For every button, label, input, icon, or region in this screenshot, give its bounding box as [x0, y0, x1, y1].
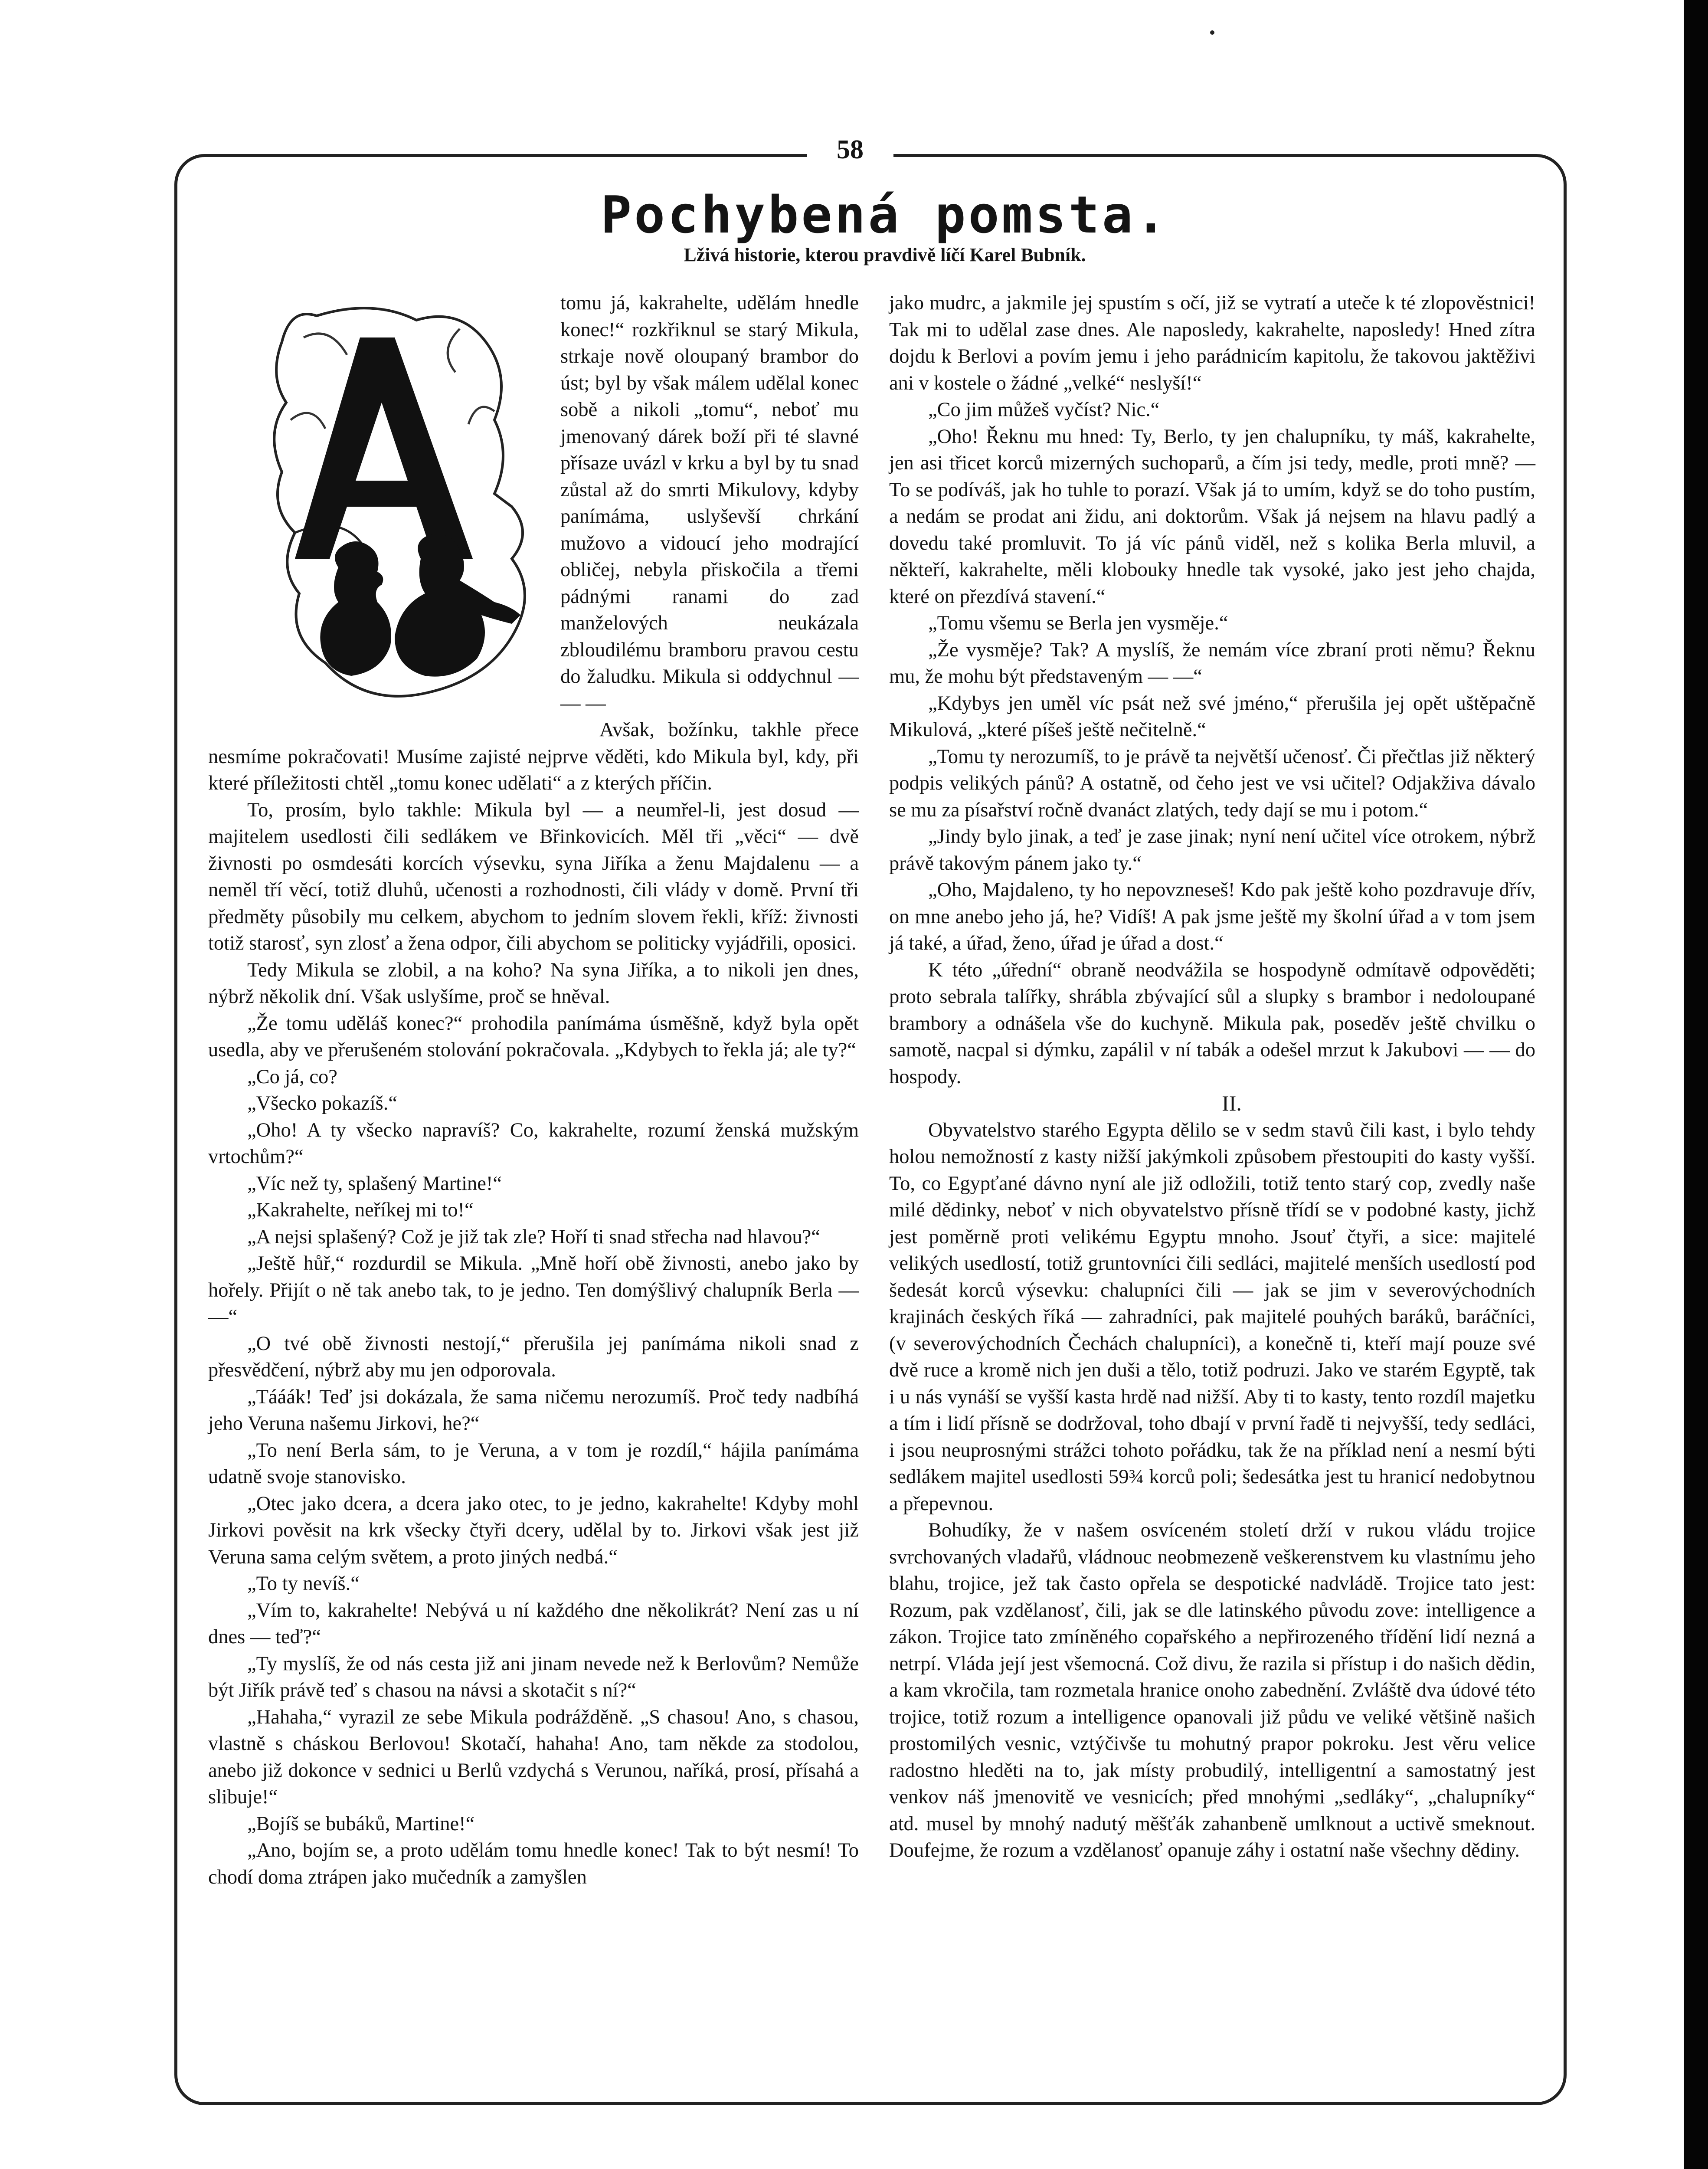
paragraph: „A nejsi splašený? Což je již tak zle? Hoří ti snad střecha nad hlavou?“: [247, 1225, 820, 1248]
paragraph: „Všecko pokazíš.“: [247, 1092, 398, 1114]
paragraph: „Co já, co?: [247, 1065, 337, 1088]
page-number: 58: [807, 130, 893, 169]
paragraph: „Tomu ty nerozumíš, to je právě ta největší učenosť. Či přečtlas již některý podpis velikých pánů? A ostatně, od čeho jest ve vsi učitel? Odjakživa dávalo se mu za písařství ročně dvanáct zlatých, tedy dají se mu i potom.“: [889, 745, 1535, 821]
silhouette-man-left: [320, 541, 391, 676]
silhouette-man-right: [395, 534, 520, 676]
paragraph: K této „úřední“ obraně neodvážila se hospodyně odmítavě odpověděti; proto sebrala talířky, shrábla zbývající sůl a slupky s brambor i nedoloupané brambory a odnášela vše do kuchyně. Mikula pak, poseděv ještě chvilku o samotě, nacpal si dýmku, zapálil v ní tabák a odešel mrzut k Jakubovi — — do hospody.: [889, 959, 1535, 1088]
paragraph: „Co jim můžeš vyčíst? Nic.“: [928, 399, 1160, 421]
paragraph: Bohudíky, že v našem osvíceném století drží v rukou vládu trojice svrchovaných vladařů, vládnouc neobmezeně veškerenstvem ku vlastnímu jeho blahu, trojice, jež tak často opřela se despotické nadvládě. Trojice tato jest: Rozum, pak vzdělanosť, čili, jak se dle latinského původu zove: intelligence a zákon. Trojice tato zmíněného copařského a nepřirozeného třídění lidí nezná a netrpí. Vláda její jest všemocná. Což divu, že razila si přístup i do našich dědin, a kam vkročila, tam rozmetala hranice onoho zabednění. Zvláště dva údové této trojice, totiž rozum a intelligence opanovali již půdu ve veliké většině našich prostomilých vesnic, vztýčivše tu mohutný prapor pokroku. Jest věru velice radostno hleděti na to, jak místy probudilý, intelligentní a samostatný jest venkov náš jmenovitě ve vesnicích; před mnohými „sedláky“, „chalupníky“ atd. musel by mnohý nadutý měšťák zahanbeně umlknout a uctivě smeknout. Doufejme, že rozum a vzdělanosť opanuje záhy i ostatní naše všechny dědiny.: [889, 1519, 1535, 1861]
paragraph: Avšak, božínku, takhle přece nesmíme pokračovati! Musíme zajisté nejprve věděti, kdo Mikula byl, kdy, při které příležitosti chtěl „tomu konec udělati“ a z kterých příčin.: [208, 719, 859, 794]
paragraph: „Víc než ty, splašený Martine!“: [247, 1172, 502, 1195]
paragraph: tomu já, kakrahelte, udělám hnedle konec!“ rozkřiknul se starý Mikula, strkaje nově oloupaný brambor do úst; byl by však málem udělal konec sobě a nikoli „tomu“, neboť mu jmenovaný dárek boží při té slavné přísaze uvázl v krku a byl by tu snad zůstal až do smrti Mikulovy, kdyby panímáma, uslyševší chrkání mužovo a vidoucí jeho modrající obličej, nebyla přiskočila a třemi pádnými ranami do zad manželových neukázala zbloudilému bramboru pravou cestu do žaludku. Mikula si oddychnul — — —: [560, 292, 859, 714]
paragraph: „Bojíš se bubáků, Martine!“: [247, 1812, 475, 1835]
paragraph: „Hahaha,“ vyrazil ze sebe Mikula podrážděně. „S chasou! Ano, s chasou, vlastně s cháskou Berlovou! Skotačí, hahaha! Ano, tam někde za stodolou, anebo již dokonce v sednici u Berlů vzdychá s Verunou, naříká, prosí, přísahá a slibuje!“: [208, 1706, 859, 1808]
initial-a-illustration: [252, 290, 555, 719]
paragraph: „Kdybys jen uměl víc psát než své jméno,“ přerušila jej opět uštěpačně Mikulová, „které píšeš ještě nečitelně.“: [889, 692, 1535, 741]
paragraph: „To není Berla sám, to je Veruna, a v tom je rozdíl,“ hájila panímáma udatně svoje stanovisko.: [208, 1439, 859, 1488]
initial-letter-a: [295, 337, 473, 559]
right-column: [889, 290, 1535, 1864]
paragraph: „Ještě hůř,“ rozdurdil se Mikula. „Mně hoří obě živnosti, anebo jako by hořely. Přijít o ně tak anebo tak, to je jedno. Ten domýšlivý chalupník Berla — —“: [208, 1252, 859, 1328]
article-subtitle: Lživá historie, kterou pravdivě líčí Karel Bubník.: [684, 244, 1086, 265]
paragraph: Tedy Mikula se zlobil, a na koho? Na syna Jiříka, a to nikoli jen dnes, nýbrž několik dní. Však uslyšíme, proč se hněval.: [208, 959, 859, 1008]
paragraph: „Tááák! Teď jsi dokázala, že sama ničemu nerozumíš. Proč tedy nadbíhá jeho Veruna našemu Jirkovi, he?“: [208, 1386, 859, 1435]
paragraph: To, prosím, bylo takhle: Mikula byl — a neumřel-li, jest dosud — majitelem usedlosti čili sedlákem ve Břinkovicích. Měl tři „věci“ — dvě živnosti po osmdesáti korcích výsevku, syna Jiříka a ženu Majdalenu — a neměl tří věcí, totiž dluhů, učenosti a rozhodnosti, čili vlády v domě. První tři předměty působily mu celkem, abychom to jedním slovem řekli, kříž: živnosti totiž starosť, syn zlosť a žena odpor, čili abychom se politicky vyjádřili, oposici.: [208, 799, 859, 954]
paragraph: „O tvé obě živnosti nestojí,“ přerušila jej panímáma nikoli snad z přesvědčení, nýbrž aby mu jen odporovala.: [208, 1332, 859, 1381]
paragraph: „Ano, bojím se, a proto udělám tomu hnedle konec! Tak to být nesmí! To chodí doma ztrápen jako mučedník a zamyšlen: [208, 1839, 859, 1888]
paragraph: „Že tomu uděláš konec?“ prohodila panímáma úsměšně, když byla opět usedla, aby ve přerušeném stolování pokračovala. „Kdybych to řekla já; ale ty?“: [208, 1012, 859, 1061]
article-title: Pochybená pomsta.: [601, 185, 1169, 245]
paragraph: „Vím to, kakrahelte! Nebývá u ní každého dne několikrát? Není zas u ní dnes — teď?“: [208, 1599, 859, 1648]
left-column: [208, 290, 859, 1891]
scan-speck: [1210, 30, 1214, 35]
paragraph: „Otec jako dcera, a dcera jako otec, to je jedno, kakrahelte! Kdyby mohl Jirkovi pověsit na krk všecky čtyři dcery, udělal by to. Jirkovi však jest již Veruna sama celým světem, a proto jiných nedbá.“: [208, 1492, 859, 1568]
section-heading: II.: [1222, 1091, 1242, 1115]
paragraph: jako mudrc, a jakmile jej spustím s očí, již se vytratí a uteče k té zlopověstnici! Tak mi to udělal zase dnes. Ale naposledy, kakrahelte, naposledy! Hned zítra dojdu k Berlovi a povím jemu i jeho parádnicím kapitolu, že takovou jaktěživi ani v kostele o žádné „velké“ neslyší!“: [889, 292, 1535, 394]
paragraph: „Tomu všemu se Berla jen vysměje.“: [928, 612, 1228, 634]
paragraph: „To ty nevíš.“: [247, 1573, 360, 1595]
paragraph: „Ty myslíš, že od nás cesta již ani jinam nevede než k Berlovům? Nemůže být Jiřík právě teď s chasou na návsi a skotačit s ní?“: [208, 1652, 859, 1701]
scan-dark-edge: [1684, 0, 1708, 2169]
paragraph: „Kakrahelte, neříkej mi to!“: [247, 1199, 474, 1221]
paragraph: „Oho! Řeknu mu hned: Ty, Berlo, ty jen chalupníku, ty máš, kakrahelte, jen asi třicet korců mizerných suchoparů, a čím jsi tedy, medle, proti mně? — To se podíváš, jak ho tuhle to porazí. Však já to umím, když se do toho pustím, a nedám se prodat ani židu, ani doktorům. Však já nejsem na hlavu padlý a dovedu také promluvit. To já víc pánů viděl, než s kolika Berla mluvil, a někteří, kakrahelte, měli klobouky hnedle tak vysoké, jako jest jeho chajda, které on přezdívá stavení.“: [889, 425, 1535, 608]
paragraph: „Jindy bylo jinak, a teď je zase jinak; nyní není učitel více otrokem, nýbrž právě takovým pánem jako ty.“: [889, 826, 1535, 875]
paragraph: „Že vysměje? Tak? A myslíš, že nemám více zbraní proti němu? Řeknu mu, že mohu být představeným — —“: [889, 639, 1535, 688]
initial-illustration: [252, 290, 555, 719]
paragraph: „Oho, Majdaleno, ty ho nepovzneseš! Kdo pak ještě koho pozdravuje dřív, on mne anebo jeho já, he? Vidíš! A pak jsme ještě my školní úřad a v tom jsem já také, a úřad, ženo, úřad je úřad a dost.“: [889, 879, 1535, 954]
paragraph: Obyvatelstvo starého Egypta dělilo se v sedm stavů čili kast, i bylo tehdy holou nemožností z kasty nižší jakýmkoli způsobem přestoupiti do kasty vyšší. To, co Egypťané dávno nyní ale již odložili, totiž tento starý cop, zvedly naše milé dědinky, neboť v nich obyvatelstvo přísně třídí se v podobné kasty, jichž jest poměrně proti velikému Egyptu mnoho. Jsouť čtyři, a sice: majitelé velikých usedlostí, totiž gruntovníci čili sedláci, majitelé menších usedlostí pod šedesát korců výsevku: chalupníci čili — jak se jim v severovýchodních krajinách českých říká — zahradníci, pak majitelé pouhých baráků, baráčníci, (v severovýchodních Čechách chalupníci), a konečně ti, kteří mají pouze své dvě ruce a kromě nich jen duši a tělo, totiž podruzi. Jako ve starém Egyptě, tak i u nás vynáší se vyšší kasta hrdě nad nižší. Aby ti to kasty, tento rozdíl majetku a tím i lidí přísně se dodržoval, toho dbají v první řadě ti nejvyšší, tedy sedláci, i jsou neuprosnými strážci tohoto pořádku, tak že na příklad není a nesmí býti sedlákem majitel usedlosti 59¾ korců poli; šedesátka jest tu hranicí nedobytnou a přepevnou.: [889, 1119, 1535, 1515]
paragraph: „Oho! A ty všecko napravíš? Co, kakrahelte, rozumí ženská mužským vrtochům?“: [208, 1119, 859, 1168]
